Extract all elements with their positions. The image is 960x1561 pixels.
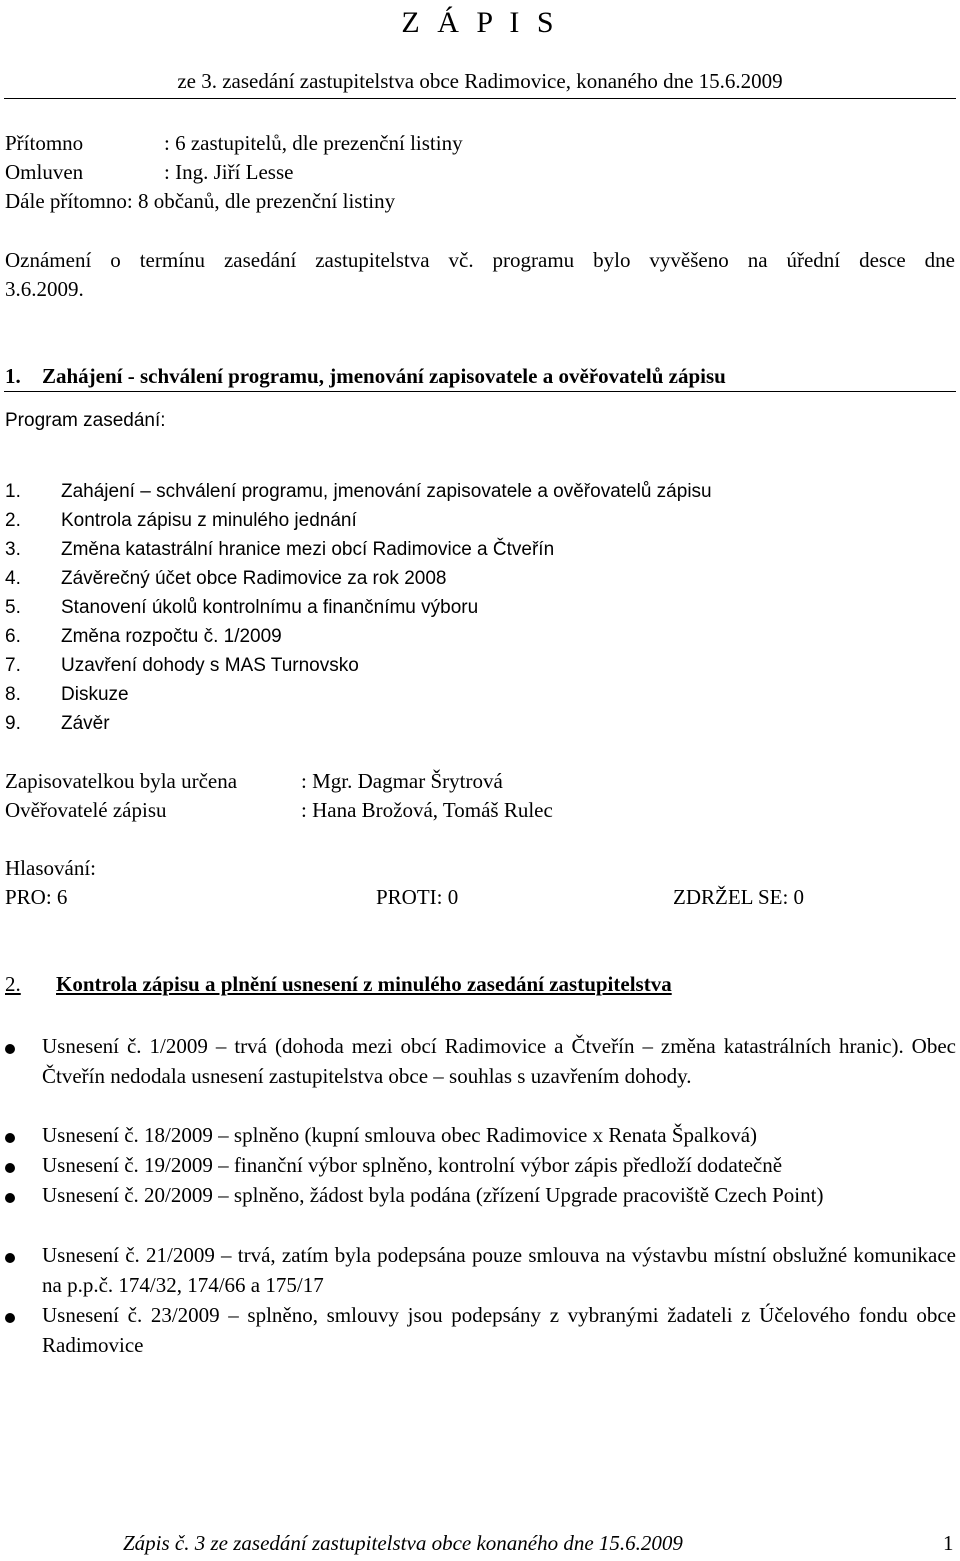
bullet-icon [5, 1163, 15, 1173]
bullet-icon [5, 1253, 15, 1263]
program-item-text: Změna katastrální hranice mezi obcí Radimovice a Čtveřín [61, 539, 555, 560]
program-item-text: Závěrečný účet obce Radimovice za rok 2008 [61, 568, 447, 589]
program-item-number: 3. [5, 539, 21, 560]
recorder-label: Zapisovatelkou byla určena [5, 769, 238, 793]
resolution-item: Usnesení č. 21/2009 – trvá, zatím byla podepsána pouze smlouva na výstavbu místní obslužné komunikace na p.p.č. 174/32, 174/66 a 175/17 [42, 1243, 956, 1297]
program-item-text: Uzavření dohody s MAS Turnovsko [61, 655, 359, 676]
verifiers-label: Ověřovatelé zápisu [5, 798, 167, 822]
bullet-icon [5, 1193, 15, 1203]
program-item-number: 8. [5, 684, 21, 705]
present-label: Přítomno [5, 131, 84, 155]
vote-abstain: ZDRŽEL SE: 0 [673, 885, 805, 909]
section-1-rule [4, 391, 956, 392]
document-subtitle: ze 3. zasedání zastupitelstva obce Radimovice, konaného dne 15.6.2009 [177, 69, 783, 93]
section-1-number: 1. [5, 364, 21, 388]
present-value: : 6 zastupitelů, dle prezenční listiny [164, 131, 463, 155]
document-title: Z Á P I S [401, 6, 559, 39]
program-item-text: Změna rozpočtu č. 1/2009 [61, 626, 282, 647]
program-item-text: Stanovení úkolů kontrolnímu a finančnímu výboru [61, 597, 479, 618]
vote-for: PRO: 6 [5, 885, 68, 909]
program-item-number: 9. [5, 713, 21, 734]
excused-label: Omluven [5, 160, 84, 184]
resolution-item: Usnesení č. 20/2009 – splněno, žádost byla podána (zřízení Upgrade pracoviště Czech Point) [42, 1183, 824, 1207]
section-2-number: 2. [5, 972, 21, 996]
program-item-number: 1. [5, 481, 21, 502]
vote-against: PROTI: 0 [376, 885, 459, 909]
program-item-text: Zahájení – schválení programu, jmenování zapisovatele a ověřovatelů zápisu [61, 481, 712, 502]
resolution-item: Usnesení č. 18/2009 – splněno (kupní smlouva obec Radimovice x Renata Špalková) [42, 1123, 758, 1147]
bullet-icon [5, 1133, 15, 1143]
resolution-item: Usnesení č. 23/2009 – splněno, smlouvy jsou podepsány z vybranými žadateli z Účelového fondu obce Radimovice [42, 1303, 956, 1357]
program-item-number: 6. [5, 626, 21, 647]
recorder-value: : Mgr. Dagmar Šrytrová [301, 769, 503, 793]
program-item-number: 5. [5, 597, 21, 618]
section-1-heading: Zahájení - schválení programu, jmenování zapisovatele a ověřovatelů zápisu [42, 364, 726, 388]
program-item-number: 2. [5, 510, 21, 531]
header-rule [4, 98, 956, 99]
program-item-text: Závěr [61, 713, 110, 734]
program-item-number: 7. [5, 655, 21, 676]
citizens-line: Dále přítomno: 8 občanů, dle prezenční listiny [5, 189, 396, 213]
program-label: Program zasedání: [5, 410, 166, 431]
section-2-heading: Kontrola zápisu a plnění usnesení z minulého zasedání zastupitelstva [56, 972, 672, 996]
resolution-item: Usnesení č. 19/2009 – finanční výbor splněno, kontrolní výbor zápis předloží dodatečně [42, 1153, 783, 1177]
program-item-text: Diskuze [61, 684, 129, 705]
verifiers-value: : Hana Brožová, Tomáš Rulec [301, 798, 553, 822]
notice-line-1: Oznámení o termínu zasedání zastupitelstva vč. programu bylo vyvěšeno na úřední desce dne [5, 248, 955, 272]
program-item-text: Kontrola zápisu z minulého jednání [61, 510, 357, 531]
bullet-icon [5, 1044, 15, 1054]
page-number: 1 [943, 1531, 954, 1555]
notice-line-2: 3.6.2009. [5, 277, 84, 301]
program-item-number: 4. [5, 568, 21, 589]
bullet-icon [5, 1313, 15, 1323]
resolution-item: Usnesení č. 1/2009 – trvá (dohoda mezi obcí Radimovice a Čtveřín – změna katastrálních hranic). Obec Čtveřín nedodala usnesení zastupitelstva obce – souhlas s uzavřením dohody. [42, 1034, 956, 1088]
voting-label: Hlasování: [5, 856, 96, 880]
footer-text: Zápis č. 3 ze zasedání zastupitelstva obce konaného dne 15.6.2009 [123, 1531, 683, 1555]
excused-value: : Ing. Jiří Lesse [164, 160, 294, 184]
